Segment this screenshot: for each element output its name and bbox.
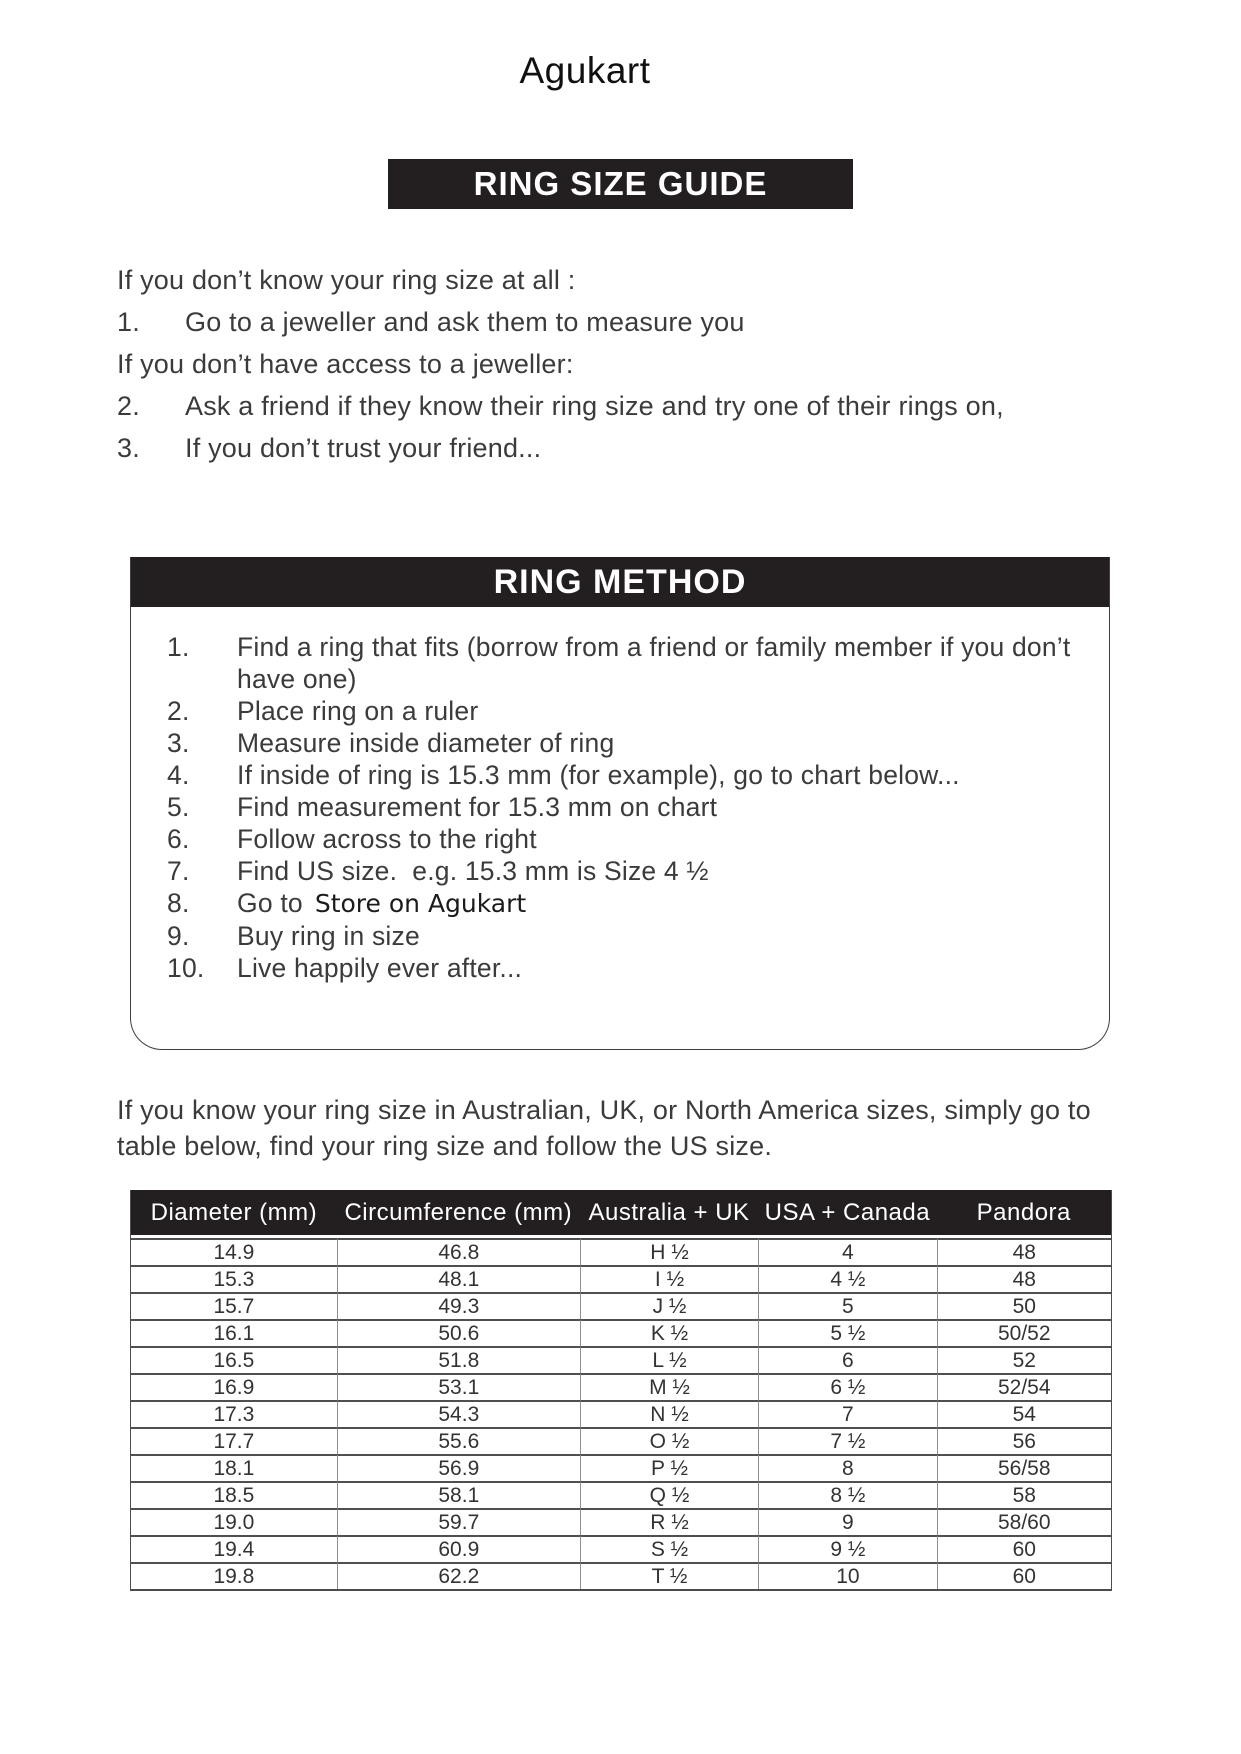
- table-cell-australia-uk: K ½: [580, 1319, 758, 1346]
- step-text-prefix: Go to: [237, 888, 303, 918]
- list-number: 1.: [117, 307, 140, 337]
- ring-size-guide-banner-text: RING SIZE GUIDE: [473, 165, 768, 202]
- step-text-main: Measure inside diameter of ring: [237, 728, 615, 758]
- step-number: 5.: [167, 792, 190, 822]
- table-cell-usa-canada: 9 ½: [758, 1535, 936, 1562]
- intro-line: [117, 264, 1241, 297]
- table-cell-circumference: 51.8: [337, 1346, 580, 1373]
- table-row: [131, 1400, 1111, 1427]
- table-cell-australia-uk: J ½: [580, 1292, 758, 1319]
- step-text: [237, 631, 1079, 695]
- ring-method-steps: [131, 607, 1109, 1049]
- table-cell-pandora: 48: [937, 1265, 1111, 1292]
- table-cell-diameter: 18.5: [131, 1481, 337, 1508]
- step-text-main: If inside of ring is 15.3 mm (for example), go to chart below...: [237, 760, 960, 790]
- step-text-main: Live happily ever after...: [237, 953, 523, 983]
- step-text-main: Find a ring that fits (borrow from a friend or family member if you don’t have one): [237, 632, 1079, 694]
- table-row: [131, 1481, 1111, 1508]
- table-cell-usa-canada: 6: [758, 1346, 936, 1373]
- table-cell-usa-canada: 8 ½: [758, 1481, 936, 1508]
- step-text: [237, 791, 717, 823]
- table-row: [131, 1562, 1111, 1589]
- table-header-cell: Diameter (mm): [131, 1190, 337, 1238]
- intro-line-text: If you don’t know your ring size at all :: [117, 265, 576, 295]
- ring-size-guide-banner: [388, 159, 853, 209]
- table-cell-diameter: 15.3: [131, 1265, 337, 1292]
- table-cell-pandora: 56/58: [937, 1454, 1111, 1481]
- step-text-main: Find measurement for 15.3 mm on chart: [237, 792, 718, 822]
- table-header-row: [131, 1190, 1111, 1238]
- table-cell-diameter: 19.4: [131, 1535, 337, 1562]
- ring-method-step: [167, 855, 1079, 887]
- table-cell-circumference: 54.3: [337, 1400, 580, 1427]
- step-text: [237, 759, 960, 791]
- step-text: [237, 695, 478, 727]
- table-cell-australia-uk: S ½: [580, 1535, 758, 1562]
- table-cell-circumference: 49.3: [337, 1292, 580, 1319]
- intro-line-text: Ask a friend if they know their ring size and try one of their rings on,: [185, 391, 1004, 421]
- table-cell-australia-uk: N ½: [580, 1400, 758, 1427]
- table-cell-diameter: 16.1: [131, 1319, 337, 1346]
- table-row: [131, 1427, 1111, 1454]
- step-text-main: Find US size. e.g. 15.3 mm is Size 4 ½: [237, 856, 709, 886]
- table-cell-pandora: 56: [937, 1427, 1111, 1454]
- ring-method-step: [167, 920, 1079, 952]
- table-row: [131, 1373, 1111, 1400]
- step-number: 1.: [167, 632, 190, 662]
- step-text: [237, 920, 420, 952]
- table-cell-diameter: 16.9: [131, 1373, 337, 1400]
- intro-section: [117, 264, 1241, 465]
- step-text: [237, 727, 614, 759]
- step-number: 9.: [167, 921, 190, 951]
- table-row: [131, 1454, 1111, 1481]
- table-cell-usa-canada: 5: [758, 1292, 936, 1319]
- table-cell-diameter: 17.7: [131, 1427, 337, 1454]
- step-text: [237, 823, 537, 855]
- table-cell-australia-uk: R ½: [580, 1508, 758, 1535]
- step-text: [237, 952, 522, 984]
- table-cell-diameter: 19.0: [131, 1508, 337, 1535]
- table-cell-circumference: 58.1: [337, 1481, 580, 1508]
- table-cell-diameter: 19.8: [131, 1562, 337, 1589]
- table-cell-pandora: 58/60: [937, 1508, 1111, 1535]
- intro-line-text: Go to a jeweller and ask them to measure you: [185, 307, 745, 337]
- ring-method-step: [167, 791, 1079, 823]
- store-on-agukart-link[interactable]: Store on Agukart: [314, 889, 527, 918]
- step-number: 10.: [167, 953, 205, 983]
- list-number: 2.: [117, 391, 140, 421]
- ring-method-step: [167, 823, 1079, 855]
- table-cell-circumference: 62.2: [337, 1562, 580, 1589]
- ring-method-step: [167, 759, 1079, 791]
- table-row: [131, 1346, 1111, 1373]
- table-cell-diameter: 14.9: [131, 1238, 337, 1265]
- step-number: 6.: [167, 824, 190, 854]
- intro-line: [117, 348, 1241, 381]
- table-cell-australia-uk: P ½: [580, 1454, 758, 1481]
- table-header-cell: USA + Canada: [758, 1190, 936, 1238]
- table-cell-australia-uk: I ½: [580, 1265, 758, 1292]
- table-cell-usa-canada: 10: [758, 1562, 936, 1589]
- table-intro-paragraph: If you know your ring size in Australian, UK, or North America sizes, simply go to table below, find your ring size and follow the US size.: [117, 1095, 1091, 1161]
- ring-method-box: [130, 557, 1110, 1050]
- table-cell-circumference: 55.6: [337, 1427, 580, 1454]
- table-cell-usa-canada: 5 ½: [758, 1319, 936, 1346]
- table-cell-australia-uk: O ½: [580, 1427, 758, 1454]
- table-cell-pandora: 52/54: [937, 1373, 1111, 1400]
- table-cell-usa-canada: 4: [758, 1238, 936, 1265]
- table-row: [131, 1535, 1111, 1562]
- ring-method-step: [167, 727, 1079, 759]
- step-number: 7.: [167, 856, 190, 886]
- ring-size-table: [130, 1190, 1112, 1591]
- intro-line: [117, 390, 1241, 423]
- table-cell-pandora: 58: [937, 1481, 1111, 1508]
- ring-method-banner: [131, 557, 1109, 607]
- step-number: 8.: [167, 888, 190, 918]
- step-text-main: Place ring on a ruler: [237, 696, 479, 726]
- table-cell-pandora: 60: [937, 1535, 1111, 1562]
- table-cell-usa-canada: 9: [758, 1508, 936, 1535]
- table-cell-pandora: 54: [937, 1400, 1111, 1427]
- brand-title: Agukart: [519, 50, 651, 91]
- step-text-main: Buy ring in size: [237, 921, 420, 951]
- table-cell-diameter: 16.5: [131, 1346, 337, 1373]
- table-cell-circumference: 59.7: [337, 1508, 580, 1535]
- table-row: [131, 1238, 1111, 1265]
- intro-line: [117, 306, 1241, 339]
- table-cell-circumference: 56.9: [337, 1454, 580, 1481]
- table-header-cell: Pandora: [937, 1190, 1111, 1238]
- table-cell-usa-canada: 7 ½: [758, 1427, 936, 1454]
- table-header-cell: Circumference (mm): [337, 1190, 580, 1238]
- ring-method-step: [167, 631, 1079, 695]
- step-number: 4.: [167, 760, 190, 790]
- list-number: 3.: [117, 433, 140, 463]
- table-cell-diameter: 15.7: [131, 1292, 337, 1319]
- step-text-main: Follow across to the right: [237, 824, 537, 854]
- intro-line: [117, 432, 1241, 465]
- step-text: [237, 855, 709, 887]
- table-cell-circumference: 46.8: [337, 1238, 580, 1265]
- table-cell-australia-uk: Q ½: [580, 1481, 758, 1508]
- step-number: 2.: [167, 696, 190, 726]
- table-cell-pandora: 50: [937, 1292, 1111, 1319]
- table-cell-pandora: 48: [937, 1238, 1111, 1265]
- table-cell-pandora: 52: [937, 1346, 1111, 1373]
- ring-method-banner-text: RING METHOD: [493, 562, 747, 601]
- table-row: [131, 1292, 1111, 1319]
- table-cell-australia-uk: T ½: [580, 1562, 758, 1589]
- table-cell-australia-uk: H ½: [580, 1238, 758, 1265]
- table-cell-circumference: 50.6: [337, 1319, 580, 1346]
- table-cell-usa-canada: 8: [758, 1454, 936, 1481]
- table-cell-circumference: 60.9: [337, 1535, 580, 1562]
- table-header-cell: Australia + UK: [580, 1190, 758, 1238]
- ring-method-step: [167, 952, 1079, 984]
- ring-method-step: [167, 695, 1079, 727]
- step-text: [237, 887, 526, 920]
- table-cell-diameter: 18.1: [131, 1454, 337, 1481]
- ring-method-step: [167, 887, 1079, 920]
- table-cell-pandora: 60: [937, 1562, 1111, 1589]
- step-number: 3.: [167, 728, 190, 758]
- table-cell-australia-uk: L ½: [580, 1346, 758, 1373]
- table-row: [131, 1508, 1111, 1535]
- table-cell-usa-canada: 7: [758, 1400, 936, 1427]
- table-cell-pandora: 50/52: [937, 1319, 1111, 1346]
- table-row: [131, 1265, 1111, 1292]
- intro-line-text: If you don’t trust your friend...: [185, 433, 542, 463]
- table-cell-circumference: 48.1: [337, 1265, 580, 1292]
- table-cell-circumference: 53.1: [337, 1373, 580, 1400]
- table-cell-australia-uk: M ½: [580, 1373, 758, 1400]
- table-cell-diameter: 17.3: [131, 1400, 337, 1427]
- intro-line-text: If you don’t have access to a jeweller:: [117, 349, 574, 379]
- table-cell-usa-canada: 4 ½: [758, 1265, 936, 1292]
- table-row: [131, 1319, 1111, 1346]
- table-cell-usa-canada: 6 ½: [758, 1373, 936, 1400]
